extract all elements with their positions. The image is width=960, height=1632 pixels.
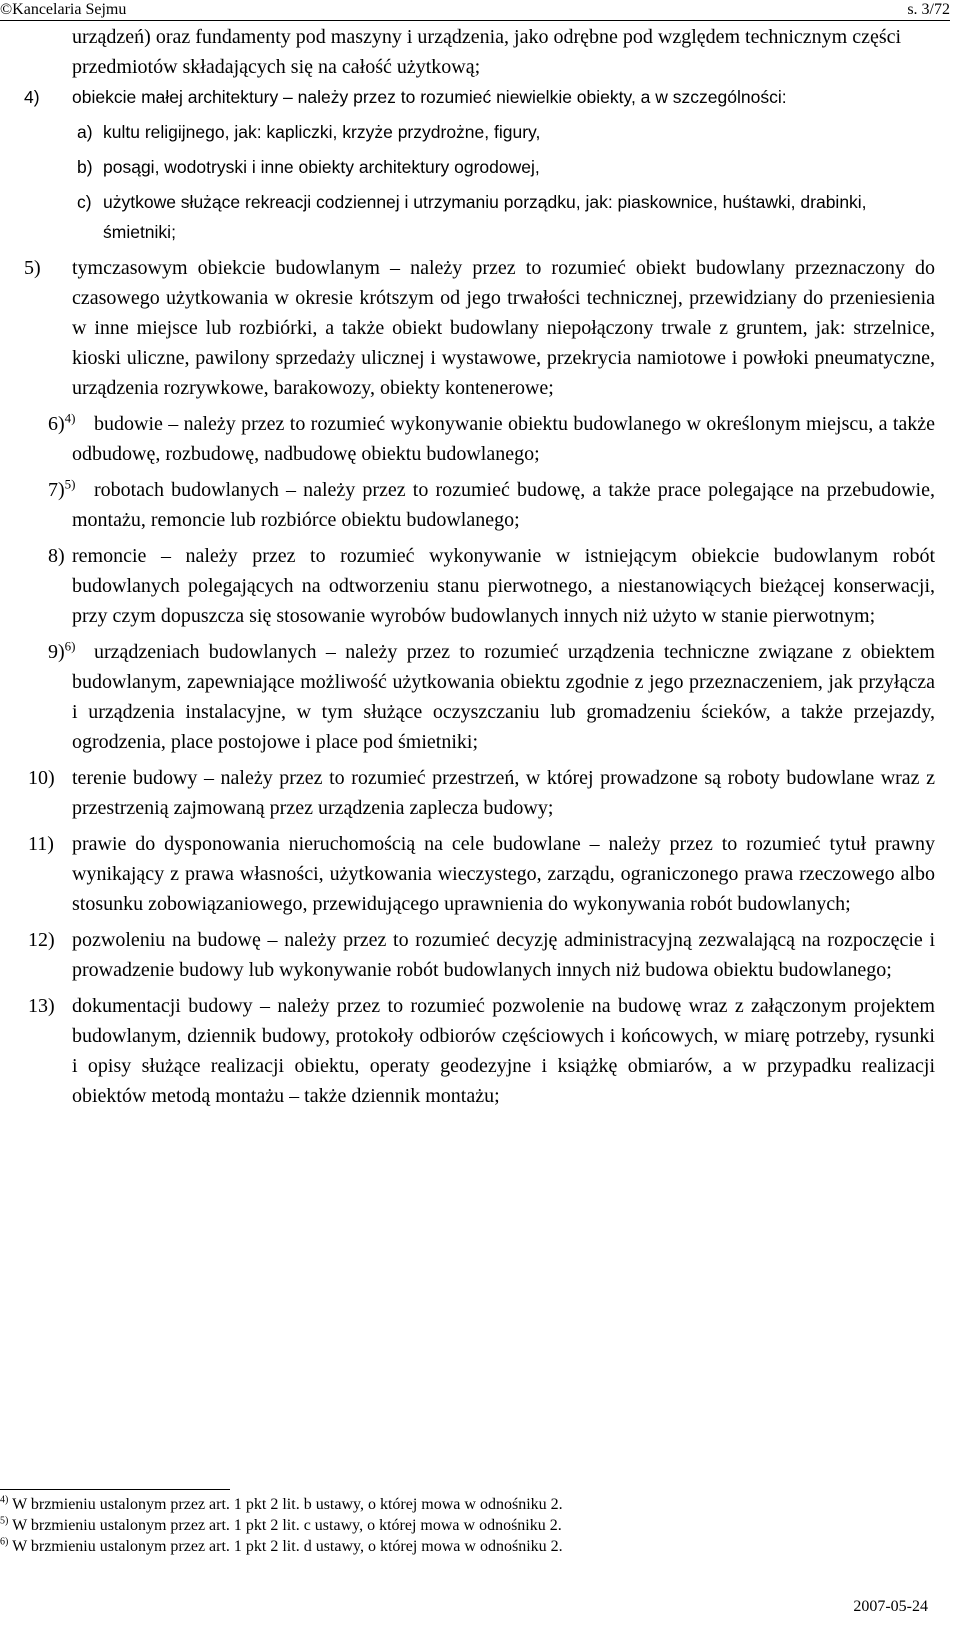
list-item-11	[0, 829, 935, 919]
continued-text: urządzeń) oraz fundamenty pod maszyny i urządzenia, jako odrębne pod względem technicznym części przedmiotów składających się na całość użytkową;	[72, 26, 902, 78]
item-text: posągi, wodotryski i inne obiekty architektury ogrodowej,	[103, 157, 540, 177]
item-number: 8)	[48, 545, 65, 567]
list-item-10	[0, 763, 935, 823]
footnote-separator	[0, 1489, 230, 1490]
item-number: 6)	[48, 413, 65, 435]
item-text: użytkowe służące rekreacji codziennej i utrzymaniu porządku, jak: piaskownice, huśtawki, drabinki, śmietniki;	[103, 192, 867, 242]
item-number: 13)	[28, 995, 55, 1017]
item-text: pozwoleniu na budowę – należy przez to rozumieć decyzję administracyjną zezwalającą na rozpoczęcie i prowadzenie budowy lub wykonywanie robót budowlanych innych niż budowa obiektu budowlanego;	[72, 929, 935, 981]
footnote-mark: 5)	[0, 1515, 9, 1527]
footnote-5	[0, 1515, 930, 1536]
document-date: 2007-05-24	[853, 1598, 928, 1615]
footnote-ref: 4)	[64, 410, 76, 426]
header-rule	[0, 20, 950, 21]
item-number: 10)	[28, 767, 55, 789]
item-number: 11)	[28, 833, 54, 855]
footnote-text: W brzmieniu ustalonym przez art. 1 pkt 2 lit. d ustawy, o której mowa w odnośniku 2.	[12, 1538, 563, 1555]
item-text: urządzeniach budowlanych – należy przez to rozumieć urządzenia techniczne związane z obiektem budowlanym, zapewniające możliwość użytkowania obiektu zgodnie z jego przeznaczeniem, jak przyłącza i urządzenia instalacyjne, w tym służące oczyszczaniu lub gromadzeniu ścieków, a także przejazdy, ogrodzenia, place postojowe i place pod śmietniki;	[72, 641, 935, 753]
sub-item-a	[0, 117, 935, 147]
item-number: 7)	[48, 479, 65, 501]
footnote-mark: 6)	[0, 1536, 9, 1548]
item-text: kultu religijnego, jak: kapliczki, krzyże przydrożne, figury,	[103, 122, 541, 142]
item-text: remoncie – należy przez to rozumieć wykonywanie w istniejącym obiekcie budowlanym robót budowlanych polegających na odtworzeniu stanu pierwotnego, a niestanowiących bieżącej konserwacji, przy czym dopuszcza się stosowanie wyrobów budowlanych innych niż użyto w stanie pierwotnym;	[72, 545, 935, 627]
item-text: tymczasowym obiekcie budowlanym – należy przez to rozumieć obiekt budowlany przeznaczony do czasowego użytkowania w okresie krótszym od jego trwałości technicznej, przewidziany do przeniesienia w inne miejsce lub rozbiórki, a także obiekt budowlany niepołączony trwale z gruntem, jak: strzelnice, kioski uliczne, pawilony sprzedaży ulicznej i wystawowe, przekrycia namiotowe i powłoki pneumatyczne, urządzenia rozrywkowe, barakowozy, obiekty kontenerowe;	[72, 257, 935, 399]
footnote-text: W brzmieniu ustalonym przez art. 1 pkt 2 lit. c ustawy, o której mowa w odnośniku 2.	[12, 1517, 562, 1534]
item-number: 12)	[28, 929, 55, 951]
header-page-number: s. 3/72	[907, 1, 950, 18]
item-text: dokumentacji budowy – należy przez to rozumieć pozwolenie na budowę wraz z załączonym projektem budowlanym, dziennik budowy, protokoły odbiorów częściowych i końcowych, w miarę potrzeby, rysunki i opisy służące realizacji obiektu, operaty geodezyjne i książkę obmiarów, a w przypadku realizacji obiektów metodą montażu – także dziennik montażu;	[72, 995, 935, 1107]
item-number: 9)	[48, 641, 65, 663]
list-item-13	[0, 991, 935, 1111]
header-copyright: ©Kancelaria Sejmu	[0, 1, 127, 18]
item-text: terenie budowy – należy przez to rozumieć przestrzeń, w której prowadzone są roboty budowlane wraz z przestrzenią zajmowaną przez urządzenia zaplecza budowy;	[72, 767, 935, 819]
footnote-4	[0, 1494, 930, 1515]
list-item-4	[0, 82, 935, 112]
item-text: budowie – należy przez to rozumieć wykonywanie obiektu budowlanego w określonym miejscu, a także odbudowę, rozbudowę, nadbudowę obiektu budowlanego;	[72, 413, 935, 465]
item-text: robotach budowlanych – należy przez to rozumieć budowę, a także prace polegające na przebudowie, montażu, remoncie lub rozbiórce obiektu budowlanego;	[72, 479, 935, 531]
list-item-7	[0, 475, 935, 535]
footnote-ref: 6)	[64, 638, 76, 654]
sub-item-c	[0, 187, 935, 247]
item-number: c)	[77, 192, 92, 212]
footnote-6	[0, 1536, 930, 1557]
footnotes	[0, 1494, 930, 1557]
footnote-ref: 5)	[64, 476, 76, 492]
item-text: obiekcie małej architektury – należy przez to rozumieć niewielkie obiekty, a w szczególności:	[72, 87, 787, 107]
footnote-text: W brzmieniu ustalonym przez art. 1 pkt 2 lit. b ustawy, o której mowa w odnośniku 2.	[12, 1496, 563, 1513]
list-item-12	[0, 925, 935, 985]
list-item-6	[0, 409, 935, 469]
item-number: b)	[77, 157, 93, 177]
list-item-8	[0, 541, 935, 631]
list-item-9	[0, 637, 935, 757]
item-text: prawie do dysponowania nieruchomością na cele budowlane – należy przez to rozumieć tytuł prawny wynikający z prawa własności, użytkowania wieczystego, zarządu, ograniczonego prawa rzeczowego albo stosunku zobowiązaniowego, przewidującego uprawnienia do wykonywania robót budowlanych;	[72, 833, 935, 915]
item-number: 5)	[24, 257, 41, 279]
document-body	[0, 22, 935, 1111]
list-item-5	[0, 253, 935, 403]
sub-item-b	[0, 152, 935, 182]
item-number: a)	[77, 122, 93, 142]
item-number: 4)	[24, 87, 40, 107]
footnote-mark: 4)	[0, 1494, 9, 1506]
